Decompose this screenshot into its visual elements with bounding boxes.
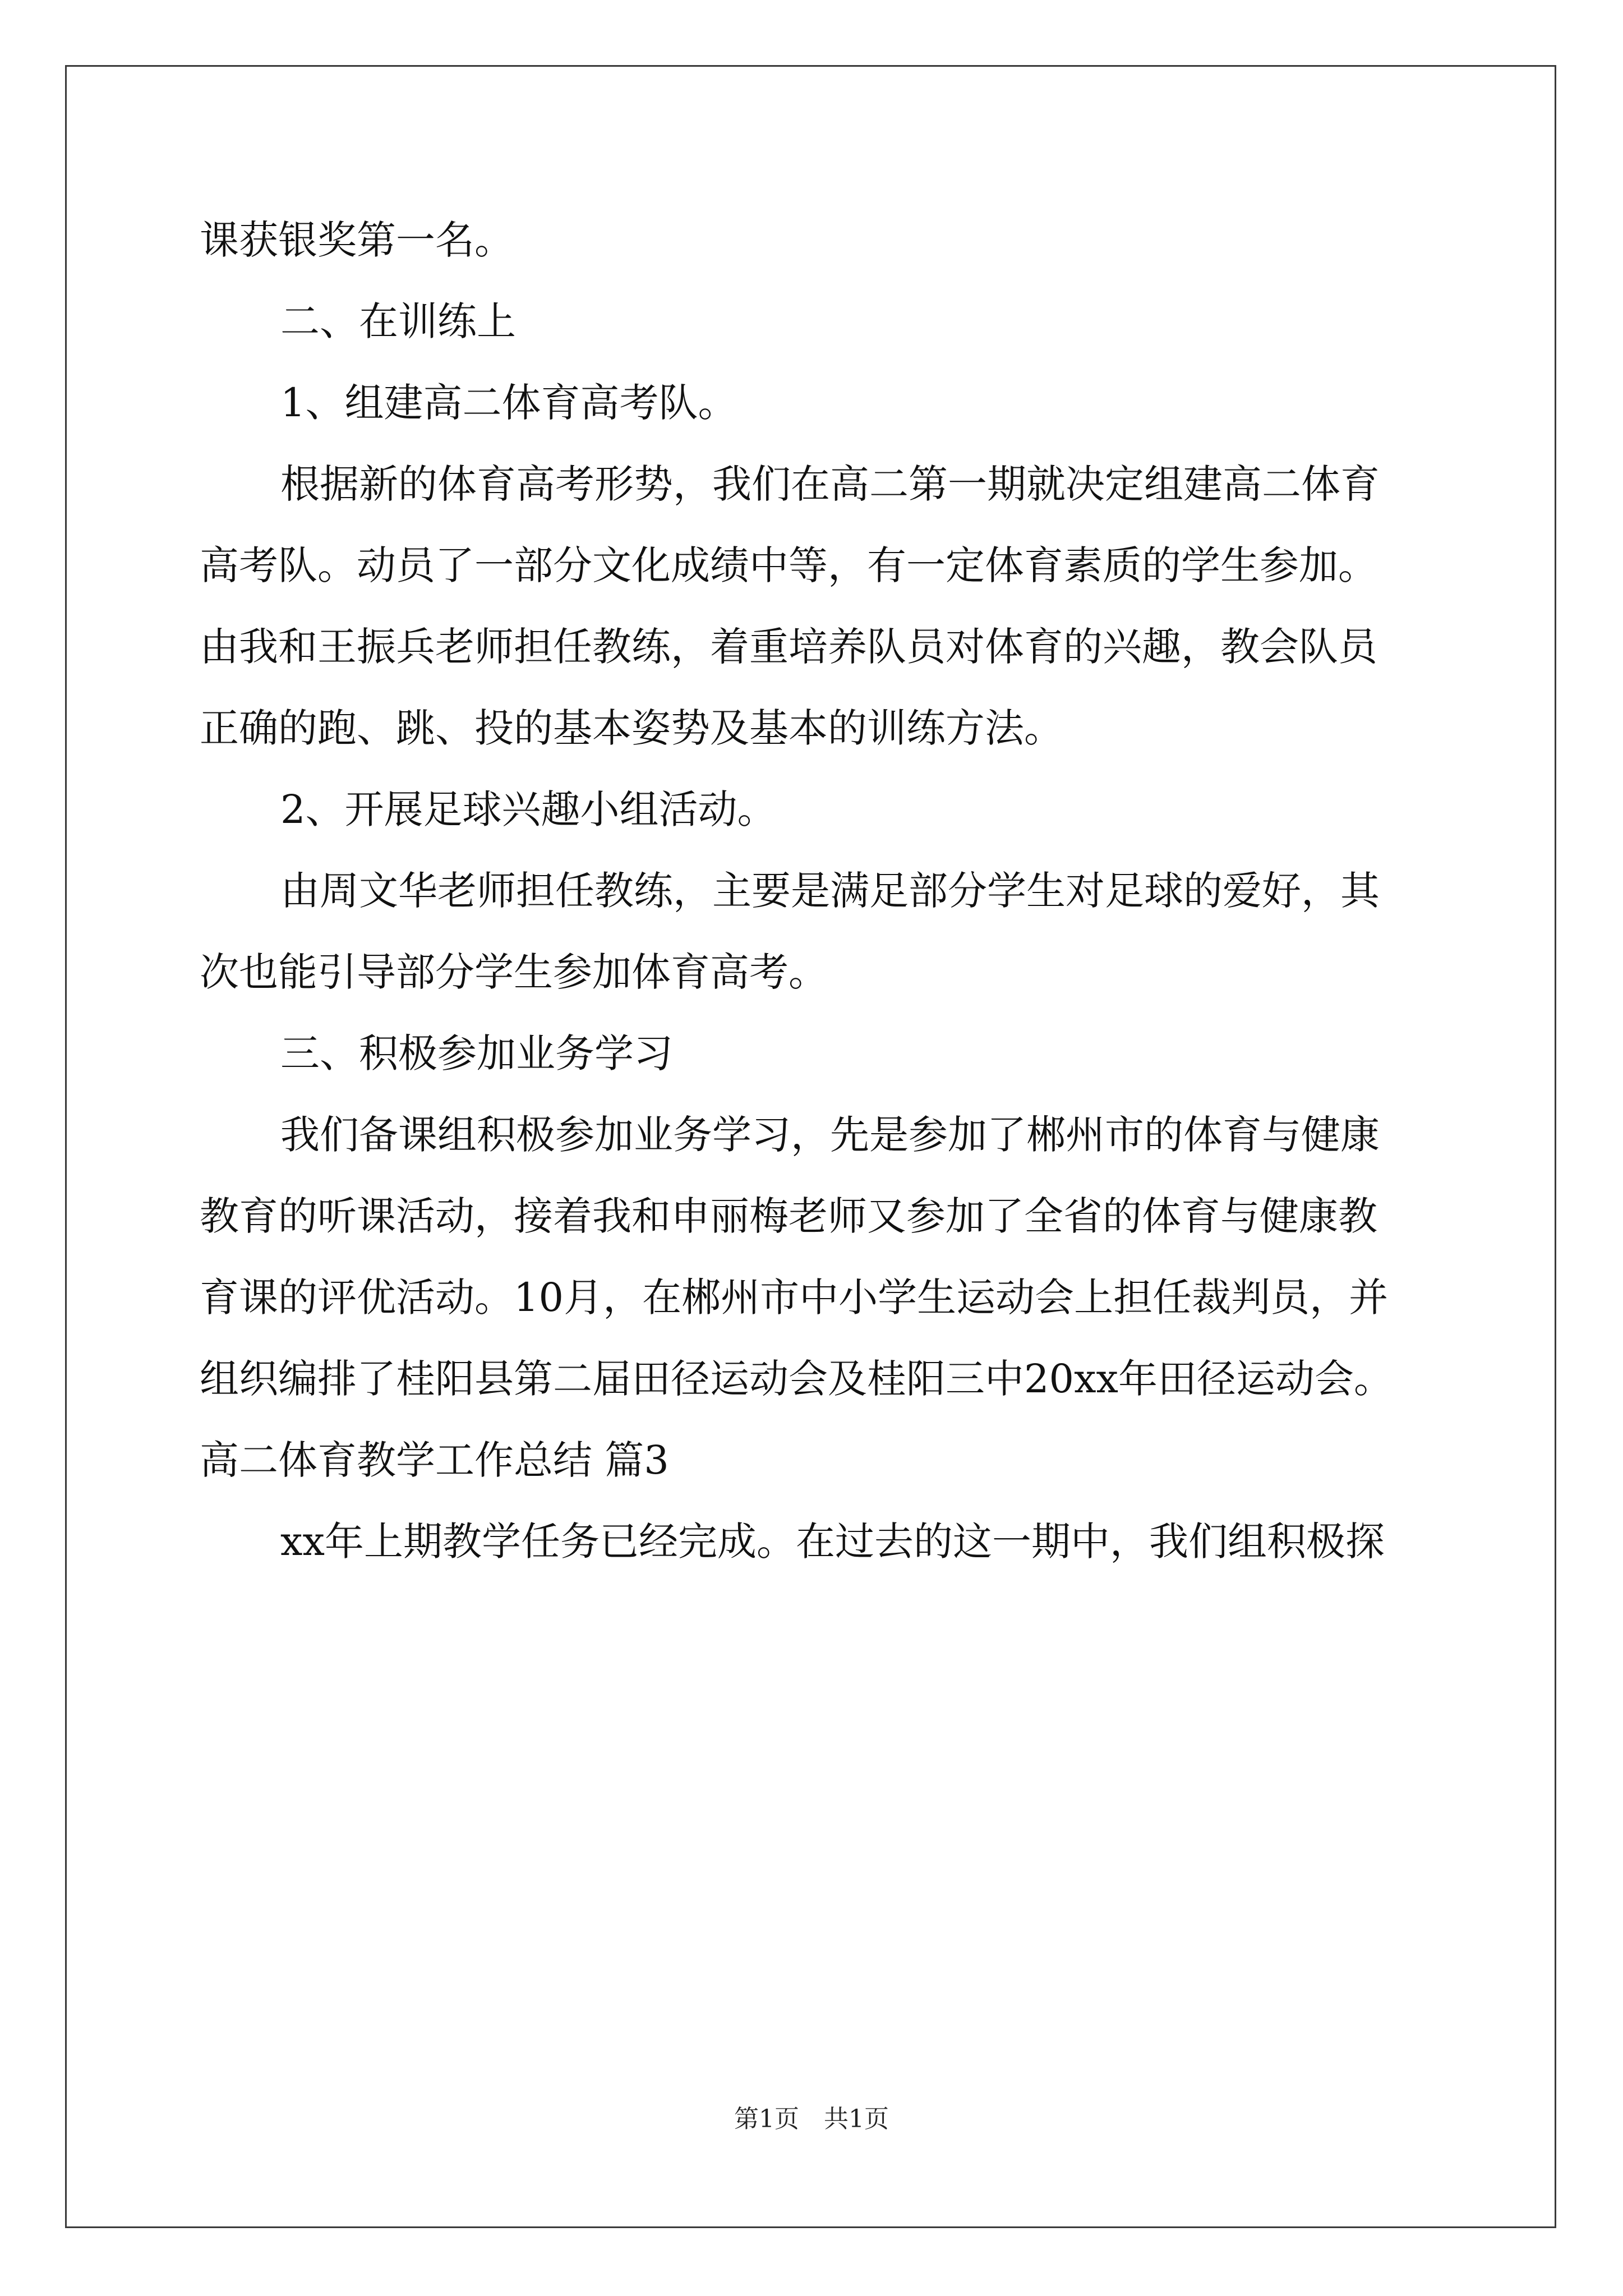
article-title: 高二体育教学工作总结 篇3 — [200, 1437, 669, 1483]
text-line: 教育的听课活动，接着我和申丽梅老师又参加了全省的体育与健康教 — [200, 1193, 1377, 1239]
text-line: 根据新的体育高考形势，我们在高二第一期就决定组建高二体育 — [280, 461, 1380, 507]
text-line: 我们备课组积极参加业务学习，先是参加了郴州市的体育与健康 — [280, 1112, 1380, 1158]
document-body — [200, 200, 1433, 1582]
text-line: 由我和王振兵老师担任教练，着重培养队员对体育的兴趣，教会队员 — [200, 624, 1377, 670]
text-line: 正确的跑、跳、投的基本姿势及基本的训练方法。 — [200, 705, 1063, 751]
text-line: 组织编排了桂阳县第二届田径运动会及桂阳三中20xx年田径运动会。 — [200, 1356, 1394, 1402]
text-line: 高考队。动员了一部分文化成绩中等，有一定体育素质的学生参加。 — [200, 542, 1377, 588]
subsection-heading: 2、开展足球兴趣小组活动。 — [280, 786, 777, 832]
text-line: 次也能引导部分学生参加体育高考。 — [200, 949, 828, 995]
page-number: 第1页 — [734, 2105, 799, 2133]
subsection-heading: 1、组建高二体育高考队。 — [280, 380, 737, 426]
page-footer — [0, 2102, 1623, 2136]
section-heading: 三、积极参加业务学习 — [280, 1030, 673, 1076]
page-total: 共1页 — [824, 2105, 889, 2133]
text-line: xx年上期教学任务已经完成。在过去的这一期中，我们组积极探 — [280, 1519, 1385, 1565]
text-line: 由周文华老师担任教练，主要是满足部分学生对足球的爱好，其 — [280, 868, 1380, 914]
section-heading: 二、在训练上 — [280, 298, 516, 344]
text-line: 育课的评优活动。10月，在郴州市中小学生运动会上担任裁判员，并 — [200, 1274, 1389, 1320]
text-line: 课获银奖第一名。 — [200, 217, 514, 263]
